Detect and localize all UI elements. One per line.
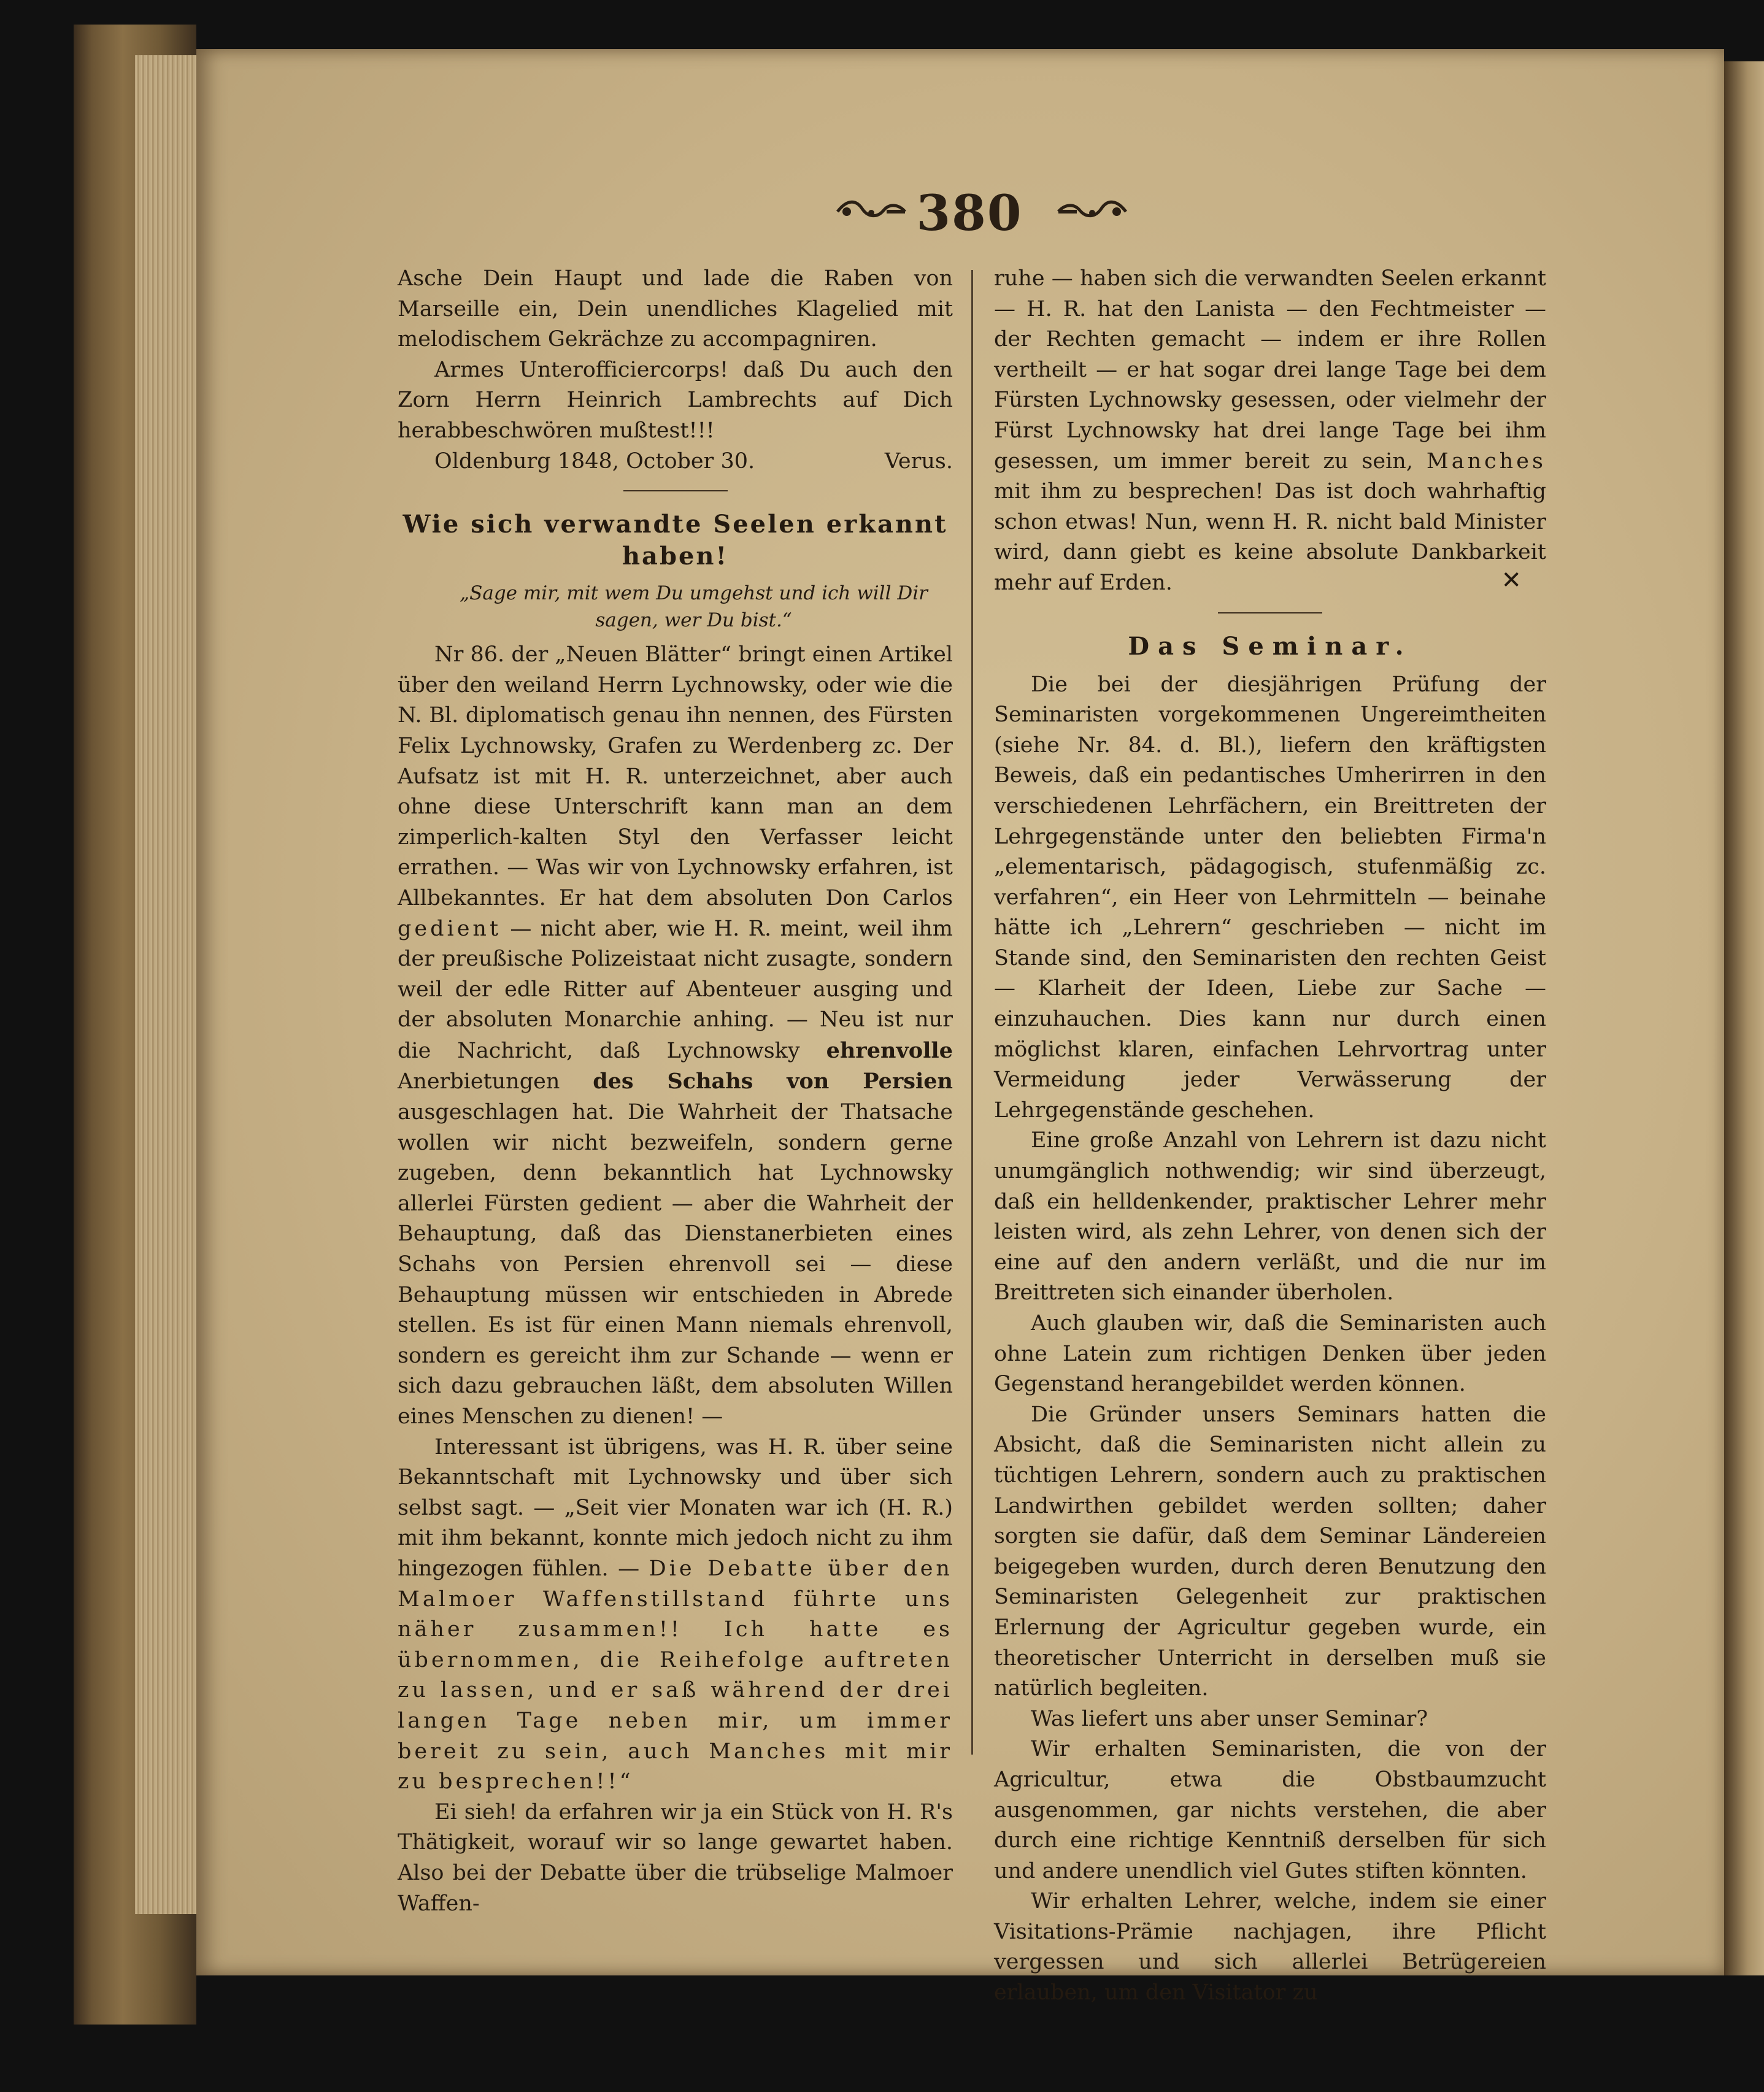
text-run: ruhe — haben sich die verwandten Seelen erkannt — H. R. hat den Lanista — den Fechtmeister — der Rechten gemacht — indem er ihre Rollen vertheilt — er hat sogar drei lange Tage bei dem Fürsten Lychnowsky gesessen, oder vielmehr der Fürst Lychnowsky hat drei lange Tage bei ihm gesessen, um immer bereit zu sein, xyxy=(994,266,1546,474)
section-divider xyxy=(623,490,728,491)
text-run-spaced: Die Debatte über den Malmoer Waffenstillstand führte uns näher zusammen!! Ich hatte es übernommen, die Reihefolge auftreten zu lassen, und er saß während der drei langen Tage neben mir, um immer bereit zu sein, auch Manches mit mir zu besprechen!!“ xyxy=(398,1556,953,1794)
paragraph: Die Gründer unsers Seminars hatten die Absicht, daß die Seminaristen nicht allein zu tüchtigen Lehrern, sondern auch zu praktischen Landwirthen gebildet werden sollten; daher sorgten sie dafür, daß dem Seminar Ländereien beigegeben wurden, durch deren Benutzung den Seminaristen Gelegenheit zur praktischen Erlernung der Agricultur gegeben wurde, ein theoretischer Unterricht in derselben muß sie natürlich begleiten. xyxy=(994,1402,1546,1701)
left-column xyxy=(398,264,953,1919)
text-run: Interessant ist übrigens, was H. R. über seine Bekanntschaft mit Lychnowsky und über sich selbst sagt. — „Seit vier Monaten war ich (H. R.) mit ihm bekannt, konnte mich jedoch nicht zu ihm hingezogen fühlen. — xyxy=(398,1434,953,1581)
text-run: ausgeschlagen hat. Die Wahrheit der Thatsache wollen wir nicht bezweifeln, sondern gerne zugeben, denn bekanntlich hat Lychnowsky allerlei Fürsten gedient — aber die Wahrheit der Behauptung, daß das Dienstanerbieten eines Schahs von Persien ehrenvoll sei — diese Behauptung müssen wir entschieden in Abrede stellen. Es ist für einen Mann niemals ehrenvoll, sondern es gereicht ihm zur Schande — wenn er sich dazu gebrauchen läßt, dem absoluten Willen eines Menschen zu dienen! — xyxy=(398,1100,953,1429)
paragraph: Die bei der diesjährigen Prüfung der Seminaristen vorgekommenen Ungereimtheiten (siehe Nr. 84. d. Bl.), liefern den kräftigsten Beweis, daß ein pedantisches Umherirren in den verschiedenen Lehrfächern, ein Breittreten der Lehrgegenstände unter den beliebten Firma'n „elementarisch, pädagogisch, stufenmäßig zc. verfahren“, ein Heer von Lehrmitteln — beinahe hätte ich „Lehrern“ geschrieben — nicht im Stande sind, den Seminaristen den rechten Geist — Klarheit der Ideen, Liebe zur Sache — einzuhauchen. Dies kann nur durch einen möglichst klaren, einfachen Lehrvortrag unter Vermeidung jeder Verwässerung der Lehrgegenstände geschehen. xyxy=(994,672,1546,1123)
paragraph: Wir erhalten Lehrer, welche, indem sie einer Visitations-Prämie nachjagen, ihre Pflicht vergessen und sich allerlei Betrügereien erlauben, um den Visitator zu xyxy=(994,1889,1546,2005)
text-run-spaced: gedient xyxy=(398,916,502,941)
paragraph: Auch glauben wir, daß die Seminaristen auch ohne Latein zum richtigen Denken über jeden Gegenstand herangebildet werden können. xyxy=(994,1311,1546,1397)
paragraph: Ei sieh! da erfahren wir ja ein Stück von H. R's Thätigkeit, worauf wir so lange gewartet haben. Also bei der Debatte über die trübselige Malmoer Waffen- xyxy=(398,1799,953,1916)
signature-place-date: Oldenburg 1848, October 30. xyxy=(434,448,755,474)
article-motto: „Sage mir, mit wem Du umgehst und ich will Dir sagen, wer Du bist.“ xyxy=(460,582,928,632)
ornament-left-icon xyxy=(834,193,908,230)
ornament-right-icon xyxy=(1055,193,1129,230)
paragraph: Armes Unterofficiercorps! daß Du auch den Zorn Herrn Heinrich Lambrechts auf Dich herabbeschwören mußtest!!! xyxy=(398,357,953,443)
section-divider xyxy=(1218,612,1322,613)
paragraph: Eine große Anzahl von Lehrern ist dazu nicht unumgänglich nothwendig; wir sind überzeugt, daß ein helldenkender, praktischer Lehrer mehr leisten wird, als zehn Lehrer, von denen sich der eine auf den andern verläßt, und die nur im Breittreten sich einander überholen. xyxy=(994,1128,1546,1306)
signature-line xyxy=(398,447,953,477)
text-run-bold: des Schahs von Persien xyxy=(593,1069,953,1094)
text-run: — nicht aber, wie H. R. meint, weil ihm der preußische Polizeistaat nicht zusagte, sondern weil der edle Ritter auf Abenteuer ausging und der absoluten Monarchie anhing. — Neu ist nur die Nachricht, daß Lychnowsky xyxy=(398,916,953,1063)
text-run-spaced: Manches xyxy=(1426,448,1546,474)
paragraph: Asche Dein Haupt und lade die Raben von Marseille ein, Dein unendliches Klagelied mit melodischem Gekrächze zu accompagniren. xyxy=(398,266,953,352)
facing-page-edge xyxy=(1724,61,1764,1975)
right-column xyxy=(994,264,1546,2009)
page-number: 380 xyxy=(916,184,1023,242)
text-run-bold: ehrenvolle xyxy=(826,1037,953,1063)
paragraph: Was liefert uns aber unser Seminar? xyxy=(1031,1706,1428,1731)
paragraph xyxy=(398,640,953,1432)
paragraph xyxy=(398,1432,953,1798)
text-run: Nr 86. der „Neuen Blätter“ bringt einen Artikel über den weiland Herrn Lychnowsky, oder wie die N. Bl. diplomatisch genau ihn nennen, des Fürsten Felix Lychnowsky, Grafen zu Werdenberg zc. Der Aufsatz ist mit H. R. unterzeichnet, aber auch ohne diese Unterschrift kann man an dem zimperlich-kalten Styl den Verfasser leicht errathen. — Was wir von Lychnowsky erfahren, ist Allbekanntes. Er hat dem absoluten Don Carlos xyxy=(398,642,953,910)
cross-mark-icon: ✕ xyxy=(1501,566,1522,594)
text-run: mit ihm zu besprechen! Das ist doch wahrhaftig schon etwas! Nun, wenn H. R. nicht bald Minister wird, dann giebt es keine absolute Dankbarkeit mehr auf Erden. xyxy=(994,479,1546,595)
signature-name: Verus. xyxy=(884,448,953,474)
paragraph: Wir erhalten Seminaristen, die von der Agricultur, etwa die Obstbaumzucht ausgenommen, gar nichts verstehen, die aber durch eine richtige Kenntniß derselben für sich und andere unendlich viel Gutes stiften könnten. xyxy=(994,1737,1546,1883)
article-heading: Wie sich verwandte Seelen erkannt haben! xyxy=(402,510,948,571)
column-divider xyxy=(971,270,973,1755)
paragraph xyxy=(994,264,1546,599)
article-heading: Das Seminar. xyxy=(1128,631,1412,661)
text-run: Anerbietungen xyxy=(398,1069,593,1094)
